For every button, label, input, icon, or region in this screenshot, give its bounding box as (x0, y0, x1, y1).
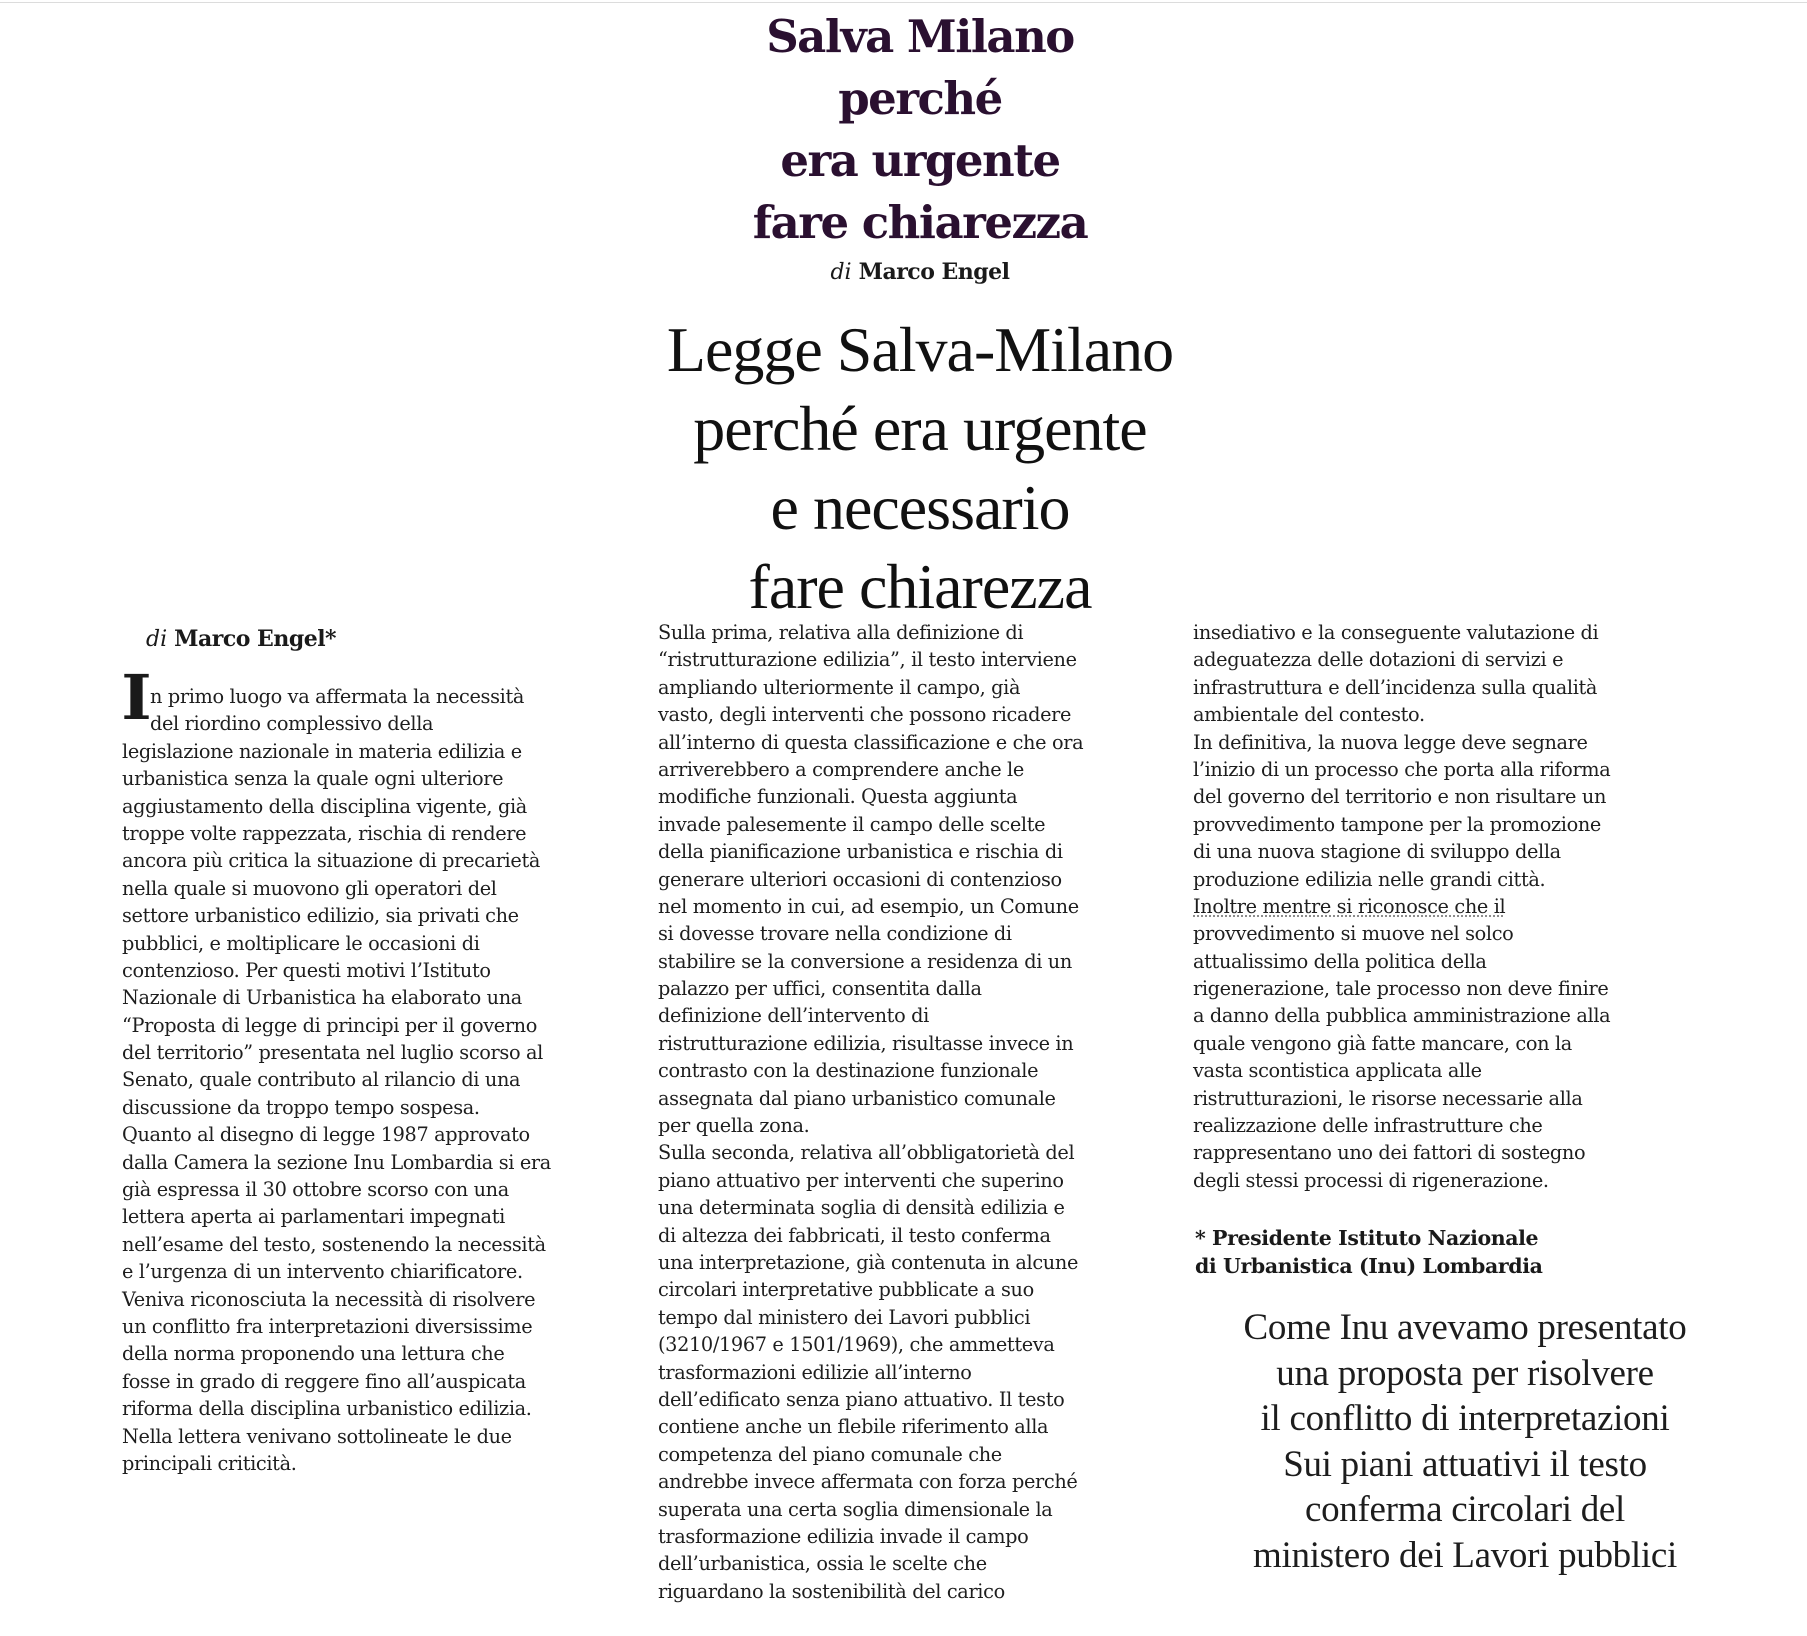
article-text-line: infrastruttura e dell’incidenza sulla qualità (1193, 675, 1598, 699)
article-text-line: trasformazioni edilizie all’interno (658, 1360, 972, 1384)
article-text-line: l’inizio di un processo che porta alla riforma (1193, 757, 1611, 781)
article-text-line: andrebbe invece affermata con forza perché (658, 1470, 1078, 1494)
headline-line: perché era urgente (693, 393, 1147, 464)
article-text-line: “ristrutturazione edilizia”, il testo interviene (658, 648, 1077, 672)
article-text-line: rigenerazione, tale processo non deve finire (1193, 977, 1609, 1001)
headline (600, 310, 1240, 626)
article-text-line: Sulla seconda, relativa all’obbligatorietà del (658, 1141, 1075, 1165)
article-text-line: contenzioso. Per questi motivi l’Istituto (122, 958, 491, 982)
top-divider (0, 2, 1807, 3)
pull-quote (1200, 1305, 1730, 1578)
article-text-line: riguardano la sostenibilità del carico (658, 1579, 1005, 1603)
article-text-line: realizzazione delle infrastrutture che (1193, 1114, 1543, 1138)
article-text-line: Nella lettera venivano sottolineate le due (122, 1424, 512, 1448)
article-text-line: definizione dell’intervento di (658, 1004, 929, 1028)
article-text-line: arriverebbero a comprendere anche le (658, 757, 1024, 781)
kicker-line: fare chiarezza (752, 196, 1088, 249)
article-text-line: legislazione nazionale in materia edilizia e (122, 739, 522, 763)
article-text-line: all’interno di questa classificazione e che ora (658, 730, 1084, 754)
article-text-line: modifiche funzionali. Questa aggiunta (658, 785, 1018, 809)
article-text-line: nel momento in cui, ad esempio, un Comune (658, 894, 1079, 918)
article-text-line: “Proposta di legge di principi per il governo (122, 1013, 538, 1037)
author-note-line: * Presidente Istituto Nazionale (1195, 1226, 1539, 1250)
article-text-line: settore urbanistico edilizio, sia privati che (122, 904, 519, 928)
article-text-line: pubblici, e moltiplicare le occasioni di (122, 931, 480, 955)
kicker-line: Salva Milano (766, 10, 1074, 63)
article-text-line: produzione edilizia nelle grandi città. (1193, 867, 1546, 891)
article-text-line: già espressa il 30 ottobre scorso con una (122, 1178, 509, 1202)
article-text-line: del territorio” presentata nel luglio scorso al (122, 1041, 543, 1065)
article-text-line: rappresentano uno dei fattori di sostegno (1193, 1141, 1586, 1165)
article-text-line: principali criticità. (122, 1451, 297, 1475)
article-text-line: vasta scontistica applicata alle (1193, 1059, 1482, 1083)
headline-line: e necessario (770, 472, 1070, 543)
article-text-line: attualissimo della politica della (1193, 949, 1487, 973)
article-text-line: aggiustamento della disciplina vigente, già (122, 794, 527, 818)
article-text-line: (3210/1967 e 1501/1969), che ammetteva (658, 1333, 1055, 1357)
article-column-right (1193, 619, 1718, 1194)
article-text-line: nella quale si muovono gli operatori del (122, 876, 497, 900)
pull-quote-line: Come Inu avevamo presentato (1243, 1307, 1687, 1348)
kicker-line: perché (838, 72, 1002, 125)
article-text-line: del riordino complessivo della (150, 712, 434, 736)
article-text-line: n primo luogo va affermata la necessità (150, 685, 525, 708)
article-text-line: Senato, quale contributo al rilancio di una (122, 1068, 521, 1092)
article-text-line: del governo del territorio e non risultare un (1193, 785, 1607, 809)
article-column-middle (658, 619, 1178, 1605)
article-text-line: ristrutturazione edilizia, risultasse invece in (658, 1031, 1074, 1055)
article-text-line: discussione da troppo tempo sospesa. (122, 1095, 480, 1119)
pull-quote-line: il conflitto di interpretazioni (1260, 1398, 1670, 1439)
article-text-line: si dovesse trovare nella condizione di (658, 922, 1012, 946)
kicker-byline (620, 258, 1220, 287)
article-text-line: dell’edificato senza piano attuativo. Il testo (658, 1387, 1065, 1411)
article-text-line: e l’urgenza di un intervento chiarificatore. (122, 1260, 523, 1284)
article-text-line: una determinata soglia di densità edilizia e (658, 1196, 1065, 1220)
article-text-line: urbanistica senza la quale ogni ulteriore (122, 767, 504, 791)
pull-quote-line: una proposta per risolvere (1276, 1352, 1654, 1394)
article-text-line: ancora più critica la situazione di precarietà (122, 849, 540, 873)
article-text-line: ampliando ulteriormente il campo, già (658, 675, 1021, 699)
article-text-line: della norma proponendo una lettura che (122, 1342, 505, 1366)
article-text-line: In definitiva, la nuova legge deve segnare (1193, 730, 1588, 754)
article-text-line: assegnata dal piano urbanistico comunale (658, 1086, 1056, 1110)
article-text-line: ristrutturazioni, le risorse necessarie alla (1193, 1086, 1583, 1110)
article-text-line: insediativo e la conseguente valutazione di (1193, 621, 1599, 644)
article-text-line: a danno della pubblica amministrazione alla (1193, 1004, 1611, 1028)
article-text-line: Inoltre mentre si riconosce che il (1193, 894, 1506, 918)
article-text-line: contiene anche un flebile riferimento alla (658, 1415, 1049, 1439)
article-text-line: vasto, degli interventi che possono ricadere (658, 703, 1072, 727)
article-text-line: degli stessi processi di rigenerazione. (1193, 1168, 1549, 1192)
article-text-line: una interpretazione, già contenuta in alcune (658, 1250, 1079, 1274)
article-text-line: adeguatezza delle dotazioni di servizi e (1193, 648, 1564, 672)
article-text-line: dalla Camera la sezione Inu Lombardia si era (122, 1150, 551, 1174)
kicker-title (620, 6, 1220, 254)
article-text-line: di altezza dei fabbricati, il testo conferma (658, 1223, 1051, 1247)
article-text-line: troppe volte rappezzata, rischia di rendere (122, 821, 527, 845)
article-text-line: Sulla prima, relativa alla definizione di (658, 621, 1024, 644)
article-text-line: della pianificazione urbanistica e rischia di (658, 840, 1063, 864)
article-text-line: piano attuativo per interventi che superino (658, 1168, 1064, 1192)
byline-author: Marco Engel (858, 259, 1010, 285)
article-text-line: un conflitto fra interpretazioni diversissime (122, 1314, 533, 1338)
byline-prefix: di (146, 627, 168, 652)
article-text-line: tempo dal ministero dei Lavori pubblici (658, 1305, 1031, 1329)
article-text-line: dell’urbanistica, ossia le scelte che (658, 1552, 987, 1576)
headline-line: fare chiarezza (748, 551, 1092, 622)
article-text-line: quale vengono già fatte mancare, con la (1193, 1031, 1572, 1055)
article-text-line: Quanto al disegno di legge 1987 approvato (122, 1123, 530, 1147)
article-text-line: invade palesemente il campo delle scelte (658, 812, 1046, 836)
byline-prefix: di (830, 260, 852, 285)
kicker-line: era urgente (780, 134, 1060, 187)
article-byline (146, 624, 336, 655)
article-text-line: palazzo per uffici, consentita dalla (658, 977, 982, 1001)
article-text-line: competenza del piano comunale che (658, 1442, 1002, 1466)
pull-quote-line: ministero dei Lavori pubblici (1253, 1534, 1677, 1576)
headline-line: Legge Salva-Milano (666, 314, 1174, 385)
article-text-line: trasformazione edilizia invade il campo (658, 1524, 1029, 1548)
byline-author: Marco Engel* (174, 626, 337, 652)
pull-quote-line: conferma circolari del (1304, 1489, 1626, 1530)
article-text-line: per quella zona. (658, 1114, 810, 1138)
author-note-line: di Urbanistica (Inu) Lombardia (1195, 1254, 1543, 1278)
article-text-line: contrasto con la destinazione funzionale (658, 1059, 1039, 1083)
article-text-line: stabilire se la conversione a residenza di un (658, 949, 1072, 973)
article-text-line: di una nuova stagione di sviluppo della (1193, 840, 1561, 864)
article-text-line: Veniva riconosciuta la necessità di risolvere (122, 1287, 536, 1311)
article-text-line: nell’esame del testo, sostenendo la necessità (122, 1232, 546, 1256)
article-text-line: fosse in grado di reggere fino all’auspicata (122, 1369, 526, 1393)
article-text-line: riforma della disciplina urbanistico edilizia. (122, 1397, 532, 1421)
author-note (1195, 1224, 1542, 1280)
article-text-line: circolari interpretative pubblicate a suo (658, 1278, 1034, 1302)
article-text-line: lettera aperta ai parlamentari impegnati (122, 1205, 505, 1229)
pull-quote-line: Sui piani attuativi il testo (1283, 1443, 1647, 1485)
article-text-line: ambientale del contesto. (1193, 703, 1425, 727)
article-text-line: generare ulteriori occasioni di contenzioso (658, 867, 1062, 891)
article-text-line: Nazionale di Urbanistica ha elaborato una (122, 986, 522, 1010)
drop-cap: I (121, 661, 152, 734)
article-text-line: provvedimento si muove nel solco (1193, 922, 1514, 946)
article-text-line: superata una certa soglia dimensionale la (658, 1497, 1053, 1521)
article-text-line: provvedimento tampone per la promozione (1193, 812, 1601, 836)
article-column-left (122, 683, 642, 1477)
